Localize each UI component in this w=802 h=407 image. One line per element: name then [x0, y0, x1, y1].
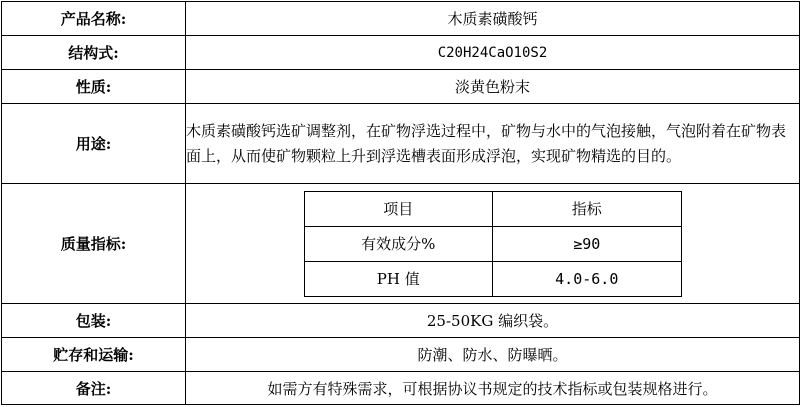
- remarks-value: 如需方有特殊需求，可根据协议书规定的技术指标或包装规格进行。: [186, 372, 800, 405]
- quality-index-table: [304, 191, 682, 297]
- quality-row-ph: [304, 261, 681, 296]
- quality-cell: [186, 184, 800, 304]
- storage-label: 贮存和运输:: [2, 338, 186, 372]
- remarks-label: 备注:: [2, 372, 186, 405]
- packaging-value: 25-50KG 编织袋。: [186, 304, 800, 338]
- row-packaging: [2, 304, 800, 338]
- packaging-label: 包装:: [2, 304, 186, 338]
- quality-header-index: 指标: [493, 191, 682, 226]
- row-product-name: [2, 2, 800, 36]
- product-name-label: 产品名称:: [2, 2, 186, 36]
- quality-header-row: [304, 191, 681, 226]
- usage-label: 用途:: [2, 104, 186, 184]
- property-value: 淡黄色粉末: [186, 70, 800, 104]
- formula-label: 结构式:: [2, 36, 186, 70]
- storage-value: 防潮、防水、防曝晒。: [186, 338, 800, 372]
- row-quality: [2, 184, 800, 304]
- row-remarks: [2, 372, 800, 405]
- property-label: 性质:: [2, 70, 186, 104]
- product-spec-table: [1, 1, 800, 405]
- quality-label: 质量指标:: [2, 184, 186, 304]
- quality-cell-ph-value: 4.0-6.0: [493, 261, 682, 296]
- quality-cell-ph-item: PH 值: [304, 261, 493, 296]
- row-storage: [2, 338, 800, 372]
- row-usage: [2, 104, 800, 184]
- quality-cell-active-item: 有效成分%: [304, 226, 493, 261]
- quality-row-active: [304, 226, 681, 261]
- formula-value: C20H24CaO10S2: [186, 36, 800, 70]
- row-property: [2, 70, 800, 104]
- row-formula: [2, 36, 800, 70]
- quality-header-item: 项目: [304, 191, 493, 226]
- usage-value: 木质素磺酸钙选矿调整剂，在矿物浮选过程中，矿物与水中的气泡接触，气泡附着在矿物表面上，从而使矿物颗粒上升到浮选槽表面形成浮泡，实现矿物精选的目的。: [186, 104, 800, 184]
- quality-cell-active-value: ≥90: [493, 226, 682, 261]
- product-name-value: 木质素磺酸钙: [186, 2, 800, 36]
